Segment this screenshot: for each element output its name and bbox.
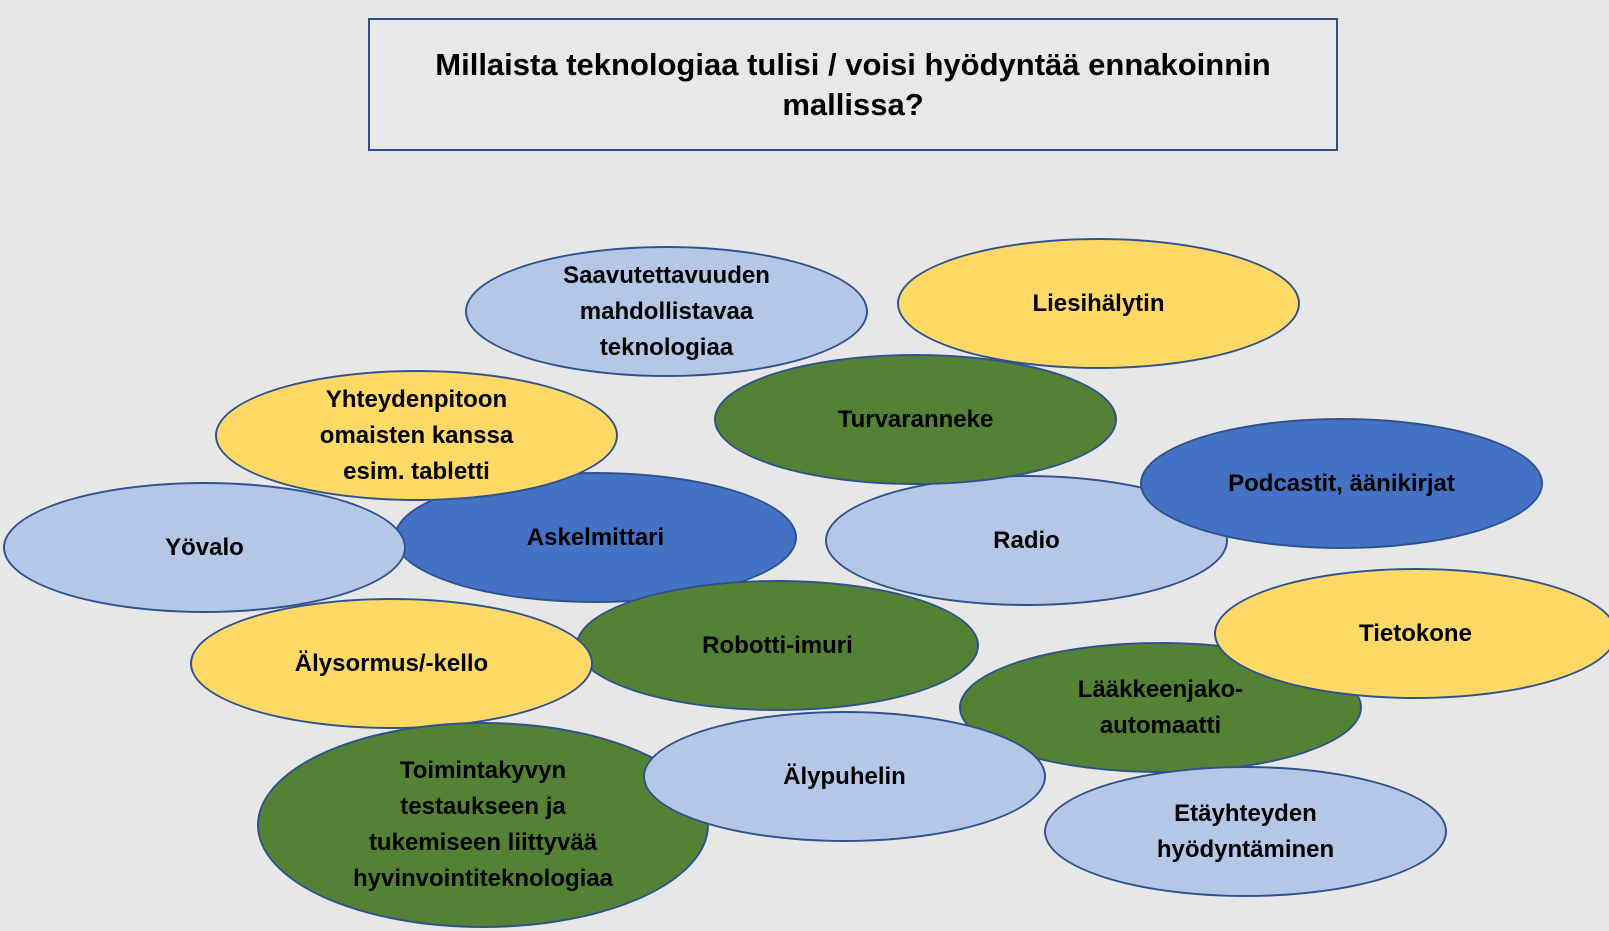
bubble-liesihalytin-label: Liesihälytin bbox=[1032, 289, 1165, 317]
bubble-alypuhelin-label: Älypuhelin bbox=[783, 762, 906, 790]
bubble-tietokone-label: Tietokone bbox=[1359, 619, 1472, 647]
bubble-radio-label: Radio bbox=[993, 526, 1060, 554]
bubble-etayhteys-label: Etäyhteyden hyödyntäminen bbox=[1156, 799, 1335, 863]
bubble-tietokone bbox=[1214, 568, 1609, 699]
bubble-turvaranneke-label: Turvaranneke bbox=[837, 405, 994, 433]
bubble-saavutettavuus-label: Saavutettavuuden mahdollistavaa teknologiaa bbox=[563, 261, 770, 361]
bubble-robotti bbox=[576, 580, 979, 711]
bubble-toimintakyky bbox=[257, 722, 709, 928]
bubble-alypuhelin bbox=[643, 711, 1046, 842]
bubble-saavutettavuus bbox=[465, 246, 868, 377]
bubble-alysormus bbox=[190, 598, 593, 729]
title-box bbox=[368, 18, 1338, 151]
bubble-yhteydenpito-label: Yhteydenpitoon omaisten kanssa esim. tabletti bbox=[319, 385, 514, 485]
bubble-podcastit bbox=[1140, 418, 1543, 549]
bubble-alysormus-label: Älysormus/-kello bbox=[294, 649, 489, 677]
bubble-yovalo-label: Yövalo bbox=[165, 533, 244, 561]
bubble-etayhteys bbox=[1044, 766, 1447, 897]
bubble-turvaranneke bbox=[714, 354, 1117, 485]
bubble-liesihalytin bbox=[897, 238, 1300, 369]
bubble-laakkeenjako-label: Lääkkeenjako- automaatti bbox=[1077, 675, 1244, 739]
bubble-podcastit-label: Podcastit, äänikirjat bbox=[1228, 469, 1455, 497]
bubble-toimintakyky-label: Toimintakyvyn testaukseen ja tukemiseen liittyvää hyvinvointiteknologiaa bbox=[352, 757, 614, 892]
bubble-robotti-label: Robotti-imuri bbox=[702, 631, 853, 659]
diagram-title: Millaista teknologiaa tulisi / voisi hyödyntää ennakoinnin mallissa? bbox=[435, 46, 1271, 122]
bubble-yhteydenpito bbox=[215, 370, 618, 501]
bubble-askelmittari-label: Askelmittari bbox=[526, 523, 665, 551]
bubble-yovalo bbox=[3, 482, 406, 613]
